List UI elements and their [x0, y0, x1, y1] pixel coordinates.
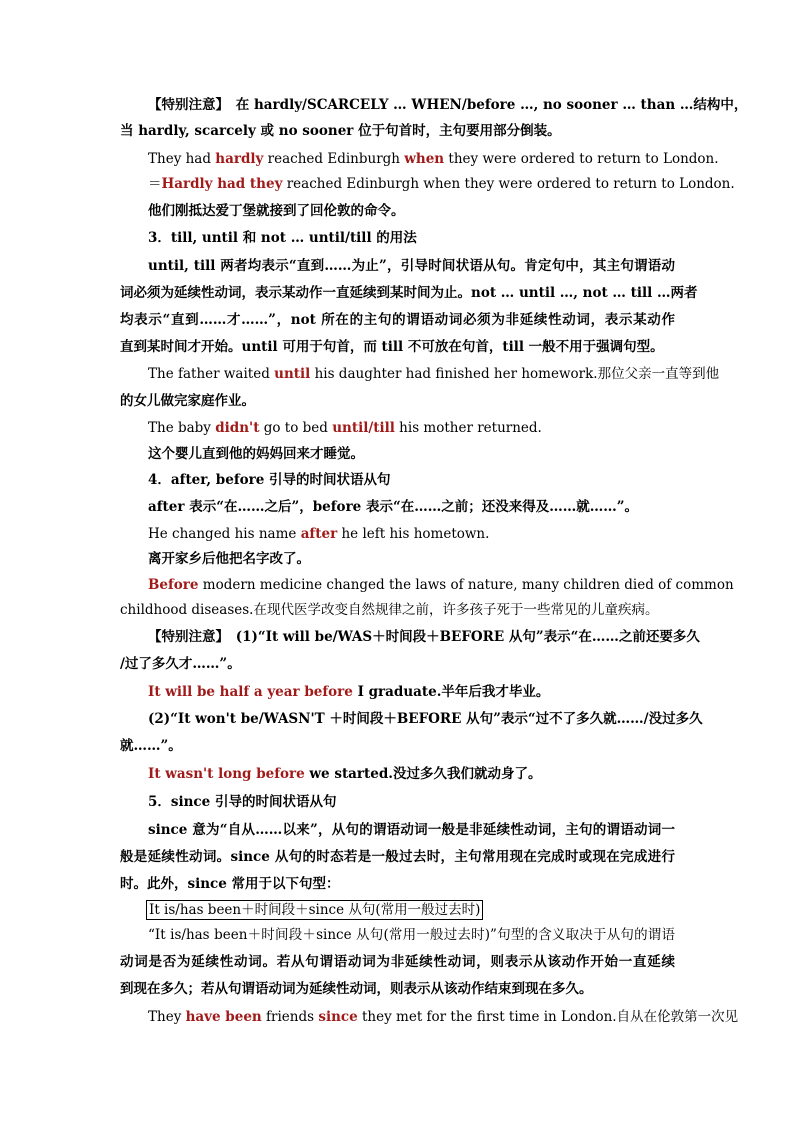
text: reached Edinburgh when they were ordered to return to London.	[282, 176, 735, 192]
paragraph-line	[120, 283, 698, 303]
text: It is/has been＋时间段＋since 从句(常用一般过去时)	[149, 902, 481, 918]
example-sentence	[120, 391, 675, 411]
highlight: after	[300, 526, 338, 542]
paragraph-line	[120, 337, 675, 357]
highlight: have been	[185, 1009, 262, 1025]
text: /过了多久才……”。	[120, 656, 241, 672]
text: 般是延续性动词。since 从句的时态若是一般过去时，主句常用现在完成时或现在完成进行	[120, 849, 675, 865]
paragraph-line	[120, 952, 675, 972]
highlight: when	[404, 151, 445, 167]
note-before-line-1	[148, 627, 700, 647]
text: “It is/has been＋时间段＋since 从句(常用一般过去时)”句型的含义取决于从句的谓语	[148, 927, 675, 943]
text: 时。此外，since 常用于以下句型：	[120, 876, 340, 892]
note-before-line-2	[120, 654, 675, 674]
text: reached Edinburgh	[263, 151, 405, 167]
text: He changed his name	[148, 526, 301, 542]
text: The baby	[148, 420, 216, 436]
example-sentence	[148, 764, 675, 784]
text: (2)“It won't be/WASN'T ＋时间段＋BEFORE 从句”表示“过不了多久就……/没过多久	[148, 711, 703, 727]
paragraph-line	[148, 925, 675, 945]
text: since 意为“自从……以来”，从句的谓语动词一般是非延续性动词，主句的谓语动词一	[148, 822, 675, 838]
text: 词必须为延续性动词，表示某动作一直延续到某时间为止。not … until …, not … till …两者	[120, 285, 698, 301]
example-sentence	[148, 1007, 739, 1027]
example-sentence	[148, 524, 675, 544]
text: 当 hardly, scarcely 或 no sooner 位于句首时，主句要用部分倒装。	[120, 123, 561, 139]
example-sentence	[148, 174, 735, 194]
text: they were ordered to return to London.	[444, 151, 719, 167]
example-sentence	[148, 149, 719, 169]
text: They	[148, 1009, 186, 1025]
note-hardly-line-1	[148, 95, 748, 115]
highlight: Hardly had they	[161, 176, 283, 192]
paragraph-line	[120, 979, 675, 999]
text: until, till 两者均表示“直到……为止”，引导时间状语从句。肯定句中，其主句谓语动	[148, 258, 675, 274]
text: go to bed	[259, 420, 333, 436]
text: The father waited	[148, 366, 275, 382]
text: childhood diseases.在现代医学改变自然规律之前，许多孩子死于一些常见的儿童疾病。	[120, 602, 659, 618]
text: 【特别注意】 (1)“It will be/WAS＋时间段＋BEFORE 从句”表示“在……之前还要多久	[148, 629, 700, 645]
text: 【特别注意】 在 hardly/SCARCELY … WHEN/before …, no sooner … than …结构中，	[148, 97, 748, 113]
paragraph-line	[148, 820, 675, 840]
example-sentence	[148, 575, 734, 595]
highlight: until/till	[332, 420, 395, 436]
section-heading-4	[148, 470, 675, 490]
paragraph-line	[120, 874, 675, 894]
highlight: since	[318, 1009, 358, 1025]
text: 的女儿做完家庭作业。	[120, 393, 255, 409]
text: after 表示“在……之后”，before 表示“在……之前；还没来得及……就……”。	[148, 499, 638, 515]
section-heading-3	[148, 228, 675, 248]
section-heading-5	[148, 792, 675, 812]
text: They had	[148, 151, 216, 167]
highlight: until	[274, 366, 311, 382]
text: we started.没过多久我们就动身了。	[304, 766, 542, 782]
text: 这个婴儿直到他的妈妈回来才睡觉。	[148, 446, 364, 462]
highlight: hardly	[215, 151, 264, 167]
text: 均表示“直到……才……”，not 所在的主句的谓语动词必须为非延续性动词，表示某动作	[120, 312, 675, 328]
note-hardly-line-2	[120, 121, 675, 141]
translation	[148, 444, 675, 464]
text: they met for the first time in London.自从在伦敦第一次见	[357, 1009, 739, 1025]
paragraph-line	[148, 497, 675, 517]
text: 4．after, before 引导的时间状语从句	[148, 472, 391, 488]
text: 到现在多久；若从句谓语动词为延续性动词，则表示从该动作结束到现在多久。	[120, 981, 593, 997]
text: his daughter had finished her homework.那位父亲一直等到他	[310, 366, 720, 382]
text: his mother returned.	[394, 420, 542, 436]
text: he left his hometown.	[337, 526, 490, 542]
text: 他们刚抵达爱丁堡就接到了回伦敦的命令。	[148, 203, 405, 219]
highlight: It will be half a year before	[148, 684, 353, 700]
paragraph-line	[148, 256, 675, 276]
text: friends	[261, 1009, 319, 1025]
text: 动词是否为延续性动词。若从句谓语动词为非延续性动词，则表示从该动作开始一直延续	[120, 954, 675, 970]
example-sentence	[148, 682, 675, 702]
translation	[148, 549, 675, 569]
text: I graduate.半年后我才毕业。	[352, 684, 550, 700]
paragraph-line	[120, 847, 675, 867]
paragraph-line	[120, 310, 675, 330]
example-sentence	[148, 418, 675, 438]
text: 就……”。	[120, 738, 182, 754]
sentence-pattern-box	[146, 900, 483, 920]
text: modern medicine changed the laws of nature, many children died of common	[198, 577, 734, 593]
text: 3．till, until 和 not … until/till 的用法	[148, 230, 417, 246]
highlight: Before	[148, 577, 199, 593]
text: ＝	[148, 176, 162, 192]
text: 5．since 引导的时间状语从句	[148, 794, 337, 810]
text: 离开家乡后他把名字改了。	[148, 551, 310, 567]
note-before-line-4	[120, 736, 675, 756]
example-sentence	[148, 364, 720, 384]
highlight: It wasn't long before	[148, 766, 305, 782]
translation	[148, 201, 675, 221]
text: 直到某时间才开始。until 可用于句首，而 till 不可放在句首，till 一般不用于强调句型。	[120, 339, 664, 355]
note-before-line-3	[148, 709, 703, 729]
example-sentence	[120, 600, 675, 620]
highlight: didn't	[215, 420, 260, 436]
